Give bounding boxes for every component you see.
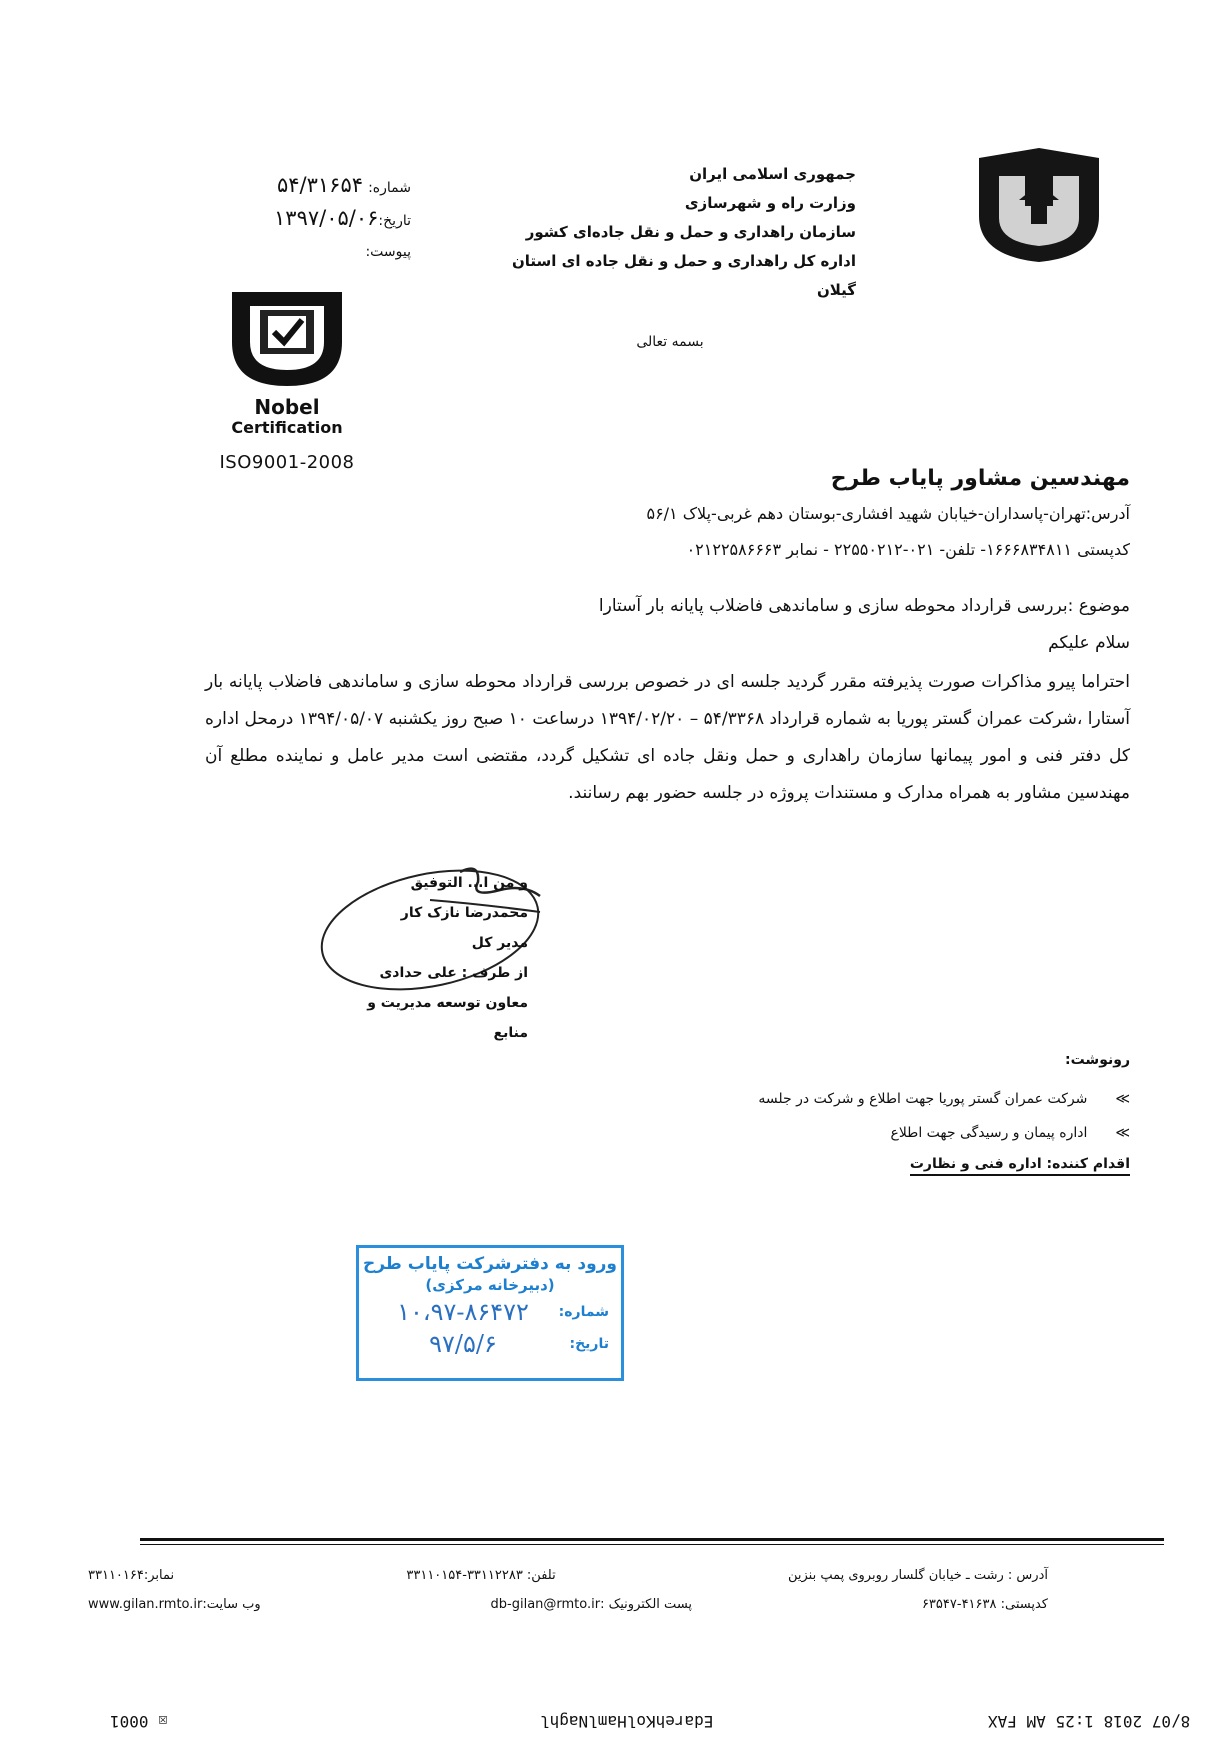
certification-name: Nobel	[254, 395, 320, 419]
letter-subject: موضوع :بررسی قرارداد محوطه سازی و ساماندهی فاضلاب پایانه بار آستارا	[598, 596, 1130, 616]
organization-name: سازمان راهداری و حمل و نقل جاده‌ای کشور	[525, 223, 856, 241]
receipt-stamp	[356, 1245, 624, 1381]
country-name: جمهوری اسلامی ایران	[689, 165, 856, 183]
cc-title: رونوشت:	[1065, 1052, 1130, 1068]
signer-name: محمدرضا نازک کار	[400, 905, 528, 921]
on-behalf: از طرف : علی حدادی	[379, 965, 528, 981]
recipient-block	[430, 462, 1130, 568]
footer-website[interactable]: وب سایت:www.gilan.rmto.ir	[88, 1597, 261, 1612]
ministry-emblem	[975, 146, 1103, 264]
recipient-address: آدرس:تهران-پاسداران-خیابان شهید افشاری-بوستان دهم غربی-پلاک ۵۶/۱	[646, 504, 1130, 523]
letter-greeting: سلام علیکم	[1048, 633, 1130, 653]
date-value: ۱۳۹۷/۰۵/۰۶	[274, 206, 379, 230]
footer-row-2	[88, 1597, 1048, 1612]
stamp-number-value: ۱۰،۹۷-۸۶۴۷۲	[397, 1298, 529, 1326]
closing-phrase: و من ا... التوفیق	[410, 875, 528, 891]
signer-title: مدیر کل	[471, 935, 528, 951]
stamp-date-label: تاریخ:	[569, 1336, 609, 1352]
cc-action: اقدام کننده: اداره فنی و نظارت	[910, 1156, 1130, 1176]
footer-fax: نمابر:۳۳۱۱۰۱۶۴	[88, 1568, 175, 1583]
stamp-date-row	[359, 1330, 621, 1358]
footer-rule	[140, 1538, 1164, 1541]
letterhead	[476, 160, 856, 305]
footer-email[interactable]: پست الکترونیک :db-gilan@rmto.ir	[490, 1597, 693, 1612]
footer-rule-thin	[140, 1544, 1164, 1545]
footer-postal: کدپستی: ۴۱۶۳۸-۶۳۵۴۷	[921, 1597, 1048, 1612]
footer-address: آدرس : رشت ـ خیابان گلسار روبروی پمپ بنزین	[787, 1568, 1048, 1583]
letter-meta	[236, 170, 411, 267]
date-label: تاریخ:	[378, 213, 411, 229]
signature-block	[328, 868, 528, 1048]
deputy-title: معاون توسعه مدیریت و منابع	[367, 995, 528, 1041]
fax-page: ☒ 0001	[110, 1712, 168, 1731]
footer-row-1	[88, 1568, 1048, 1583]
recipient-name: مهندسین مشاور پایاب طرح	[830, 466, 1130, 491]
checkmark-icon: ≫	[1115, 1125, 1130, 1141]
bismillah: بسمه تعالی	[636, 334, 704, 350]
attachment-label: پیوست:	[365, 244, 411, 260]
cc-block	[570, 1052, 1130, 1176]
number-label: شماره:	[368, 180, 411, 196]
fax-datetime: 8/07 2018 1:25 AM FAX	[987, 1712, 1190, 1731]
cc-item-text: شرکت عمران گستر پوریا جهت اطلاع و شرکت در جلسه	[758, 1091, 1088, 1107]
stamp-number-label: شماره:	[558, 1304, 609, 1320]
stamp-title: ورود به دفترشرکت پایاب طرح	[362, 1254, 617, 1274]
cc-item-text: اداره پیمان و رسیدگی جهت اطلاع	[890, 1125, 1088, 1141]
cc-item	[570, 1082, 1130, 1116]
number-value: ۵۴/۳۱۶۵۴	[276, 173, 363, 197]
stamp-subtitle: (دبیرخانه مرکزی)	[425, 1276, 555, 1294]
certification-standard: ISO9001-2008	[219, 452, 355, 473]
recipient-contact: کدپستی ۱۶۶۶۸۳۴۸۱۱- تلفن- ۰۲۱-۲۲۵۵۰۲۱۲ - نمابر ۰۲۱۲۲۵۸۶۶۶۳	[686, 540, 1130, 559]
checkmark-icon: ≫	[1115, 1091, 1130, 1107]
ministry-name: وزارت راه و شهرسازی	[684, 194, 856, 212]
stamp-number-row	[359, 1298, 621, 1326]
certification-subtitle: Certification	[231, 418, 343, 437]
footer-phone: تلفن: ۳۳۱۱۲۲۸۳-۳۳۱۱۰۱۵۴	[406, 1568, 556, 1583]
department-name: اداره کل راهداری و حمل و نقل جاده ای استان گیلان	[511, 252, 856, 299]
certification-block	[212, 282, 362, 473]
certification-logo-icon	[222, 282, 352, 392]
cc-item	[570, 1116, 1130, 1150]
fax-sender: EdarehKolHamlNaghl	[540, 1712, 714, 1731]
fax-page-number: 0001	[110, 1712, 149, 1731]
stamp-date-value: ۹۷/۵/۶	[429, 1330, 497, 1358]
letter-body: احتراما پیرو مذاکرات صورت پذیرفته مقرر گردید جلسه ای در خصوص بررسی قرارداد محوطه سازی و ساماندهی فاضلاب پایانه بار آستارا ،شرکت عمران گستر پوریا به شماره قرارداد ۵۴/۳۳۶۸ – ۱۳۹۴/۰۲/۲۰ درساعت ۱۰ صبح روز یکشنبه ۱۳۹۴/۰۵/۰۷ درمحل اداره کل دفتر فنی و امور پیمانها سازمان راهداری و حمل ونقل جاده ای تشکیل گردد، مقتضی است مدیر عامل و نماینده مطلع آن مهندسین مشاور به همراه مدارک و مستندات پروژه در جلسه حضور بهم رسانند.	[205, 672, 1130, 803]
